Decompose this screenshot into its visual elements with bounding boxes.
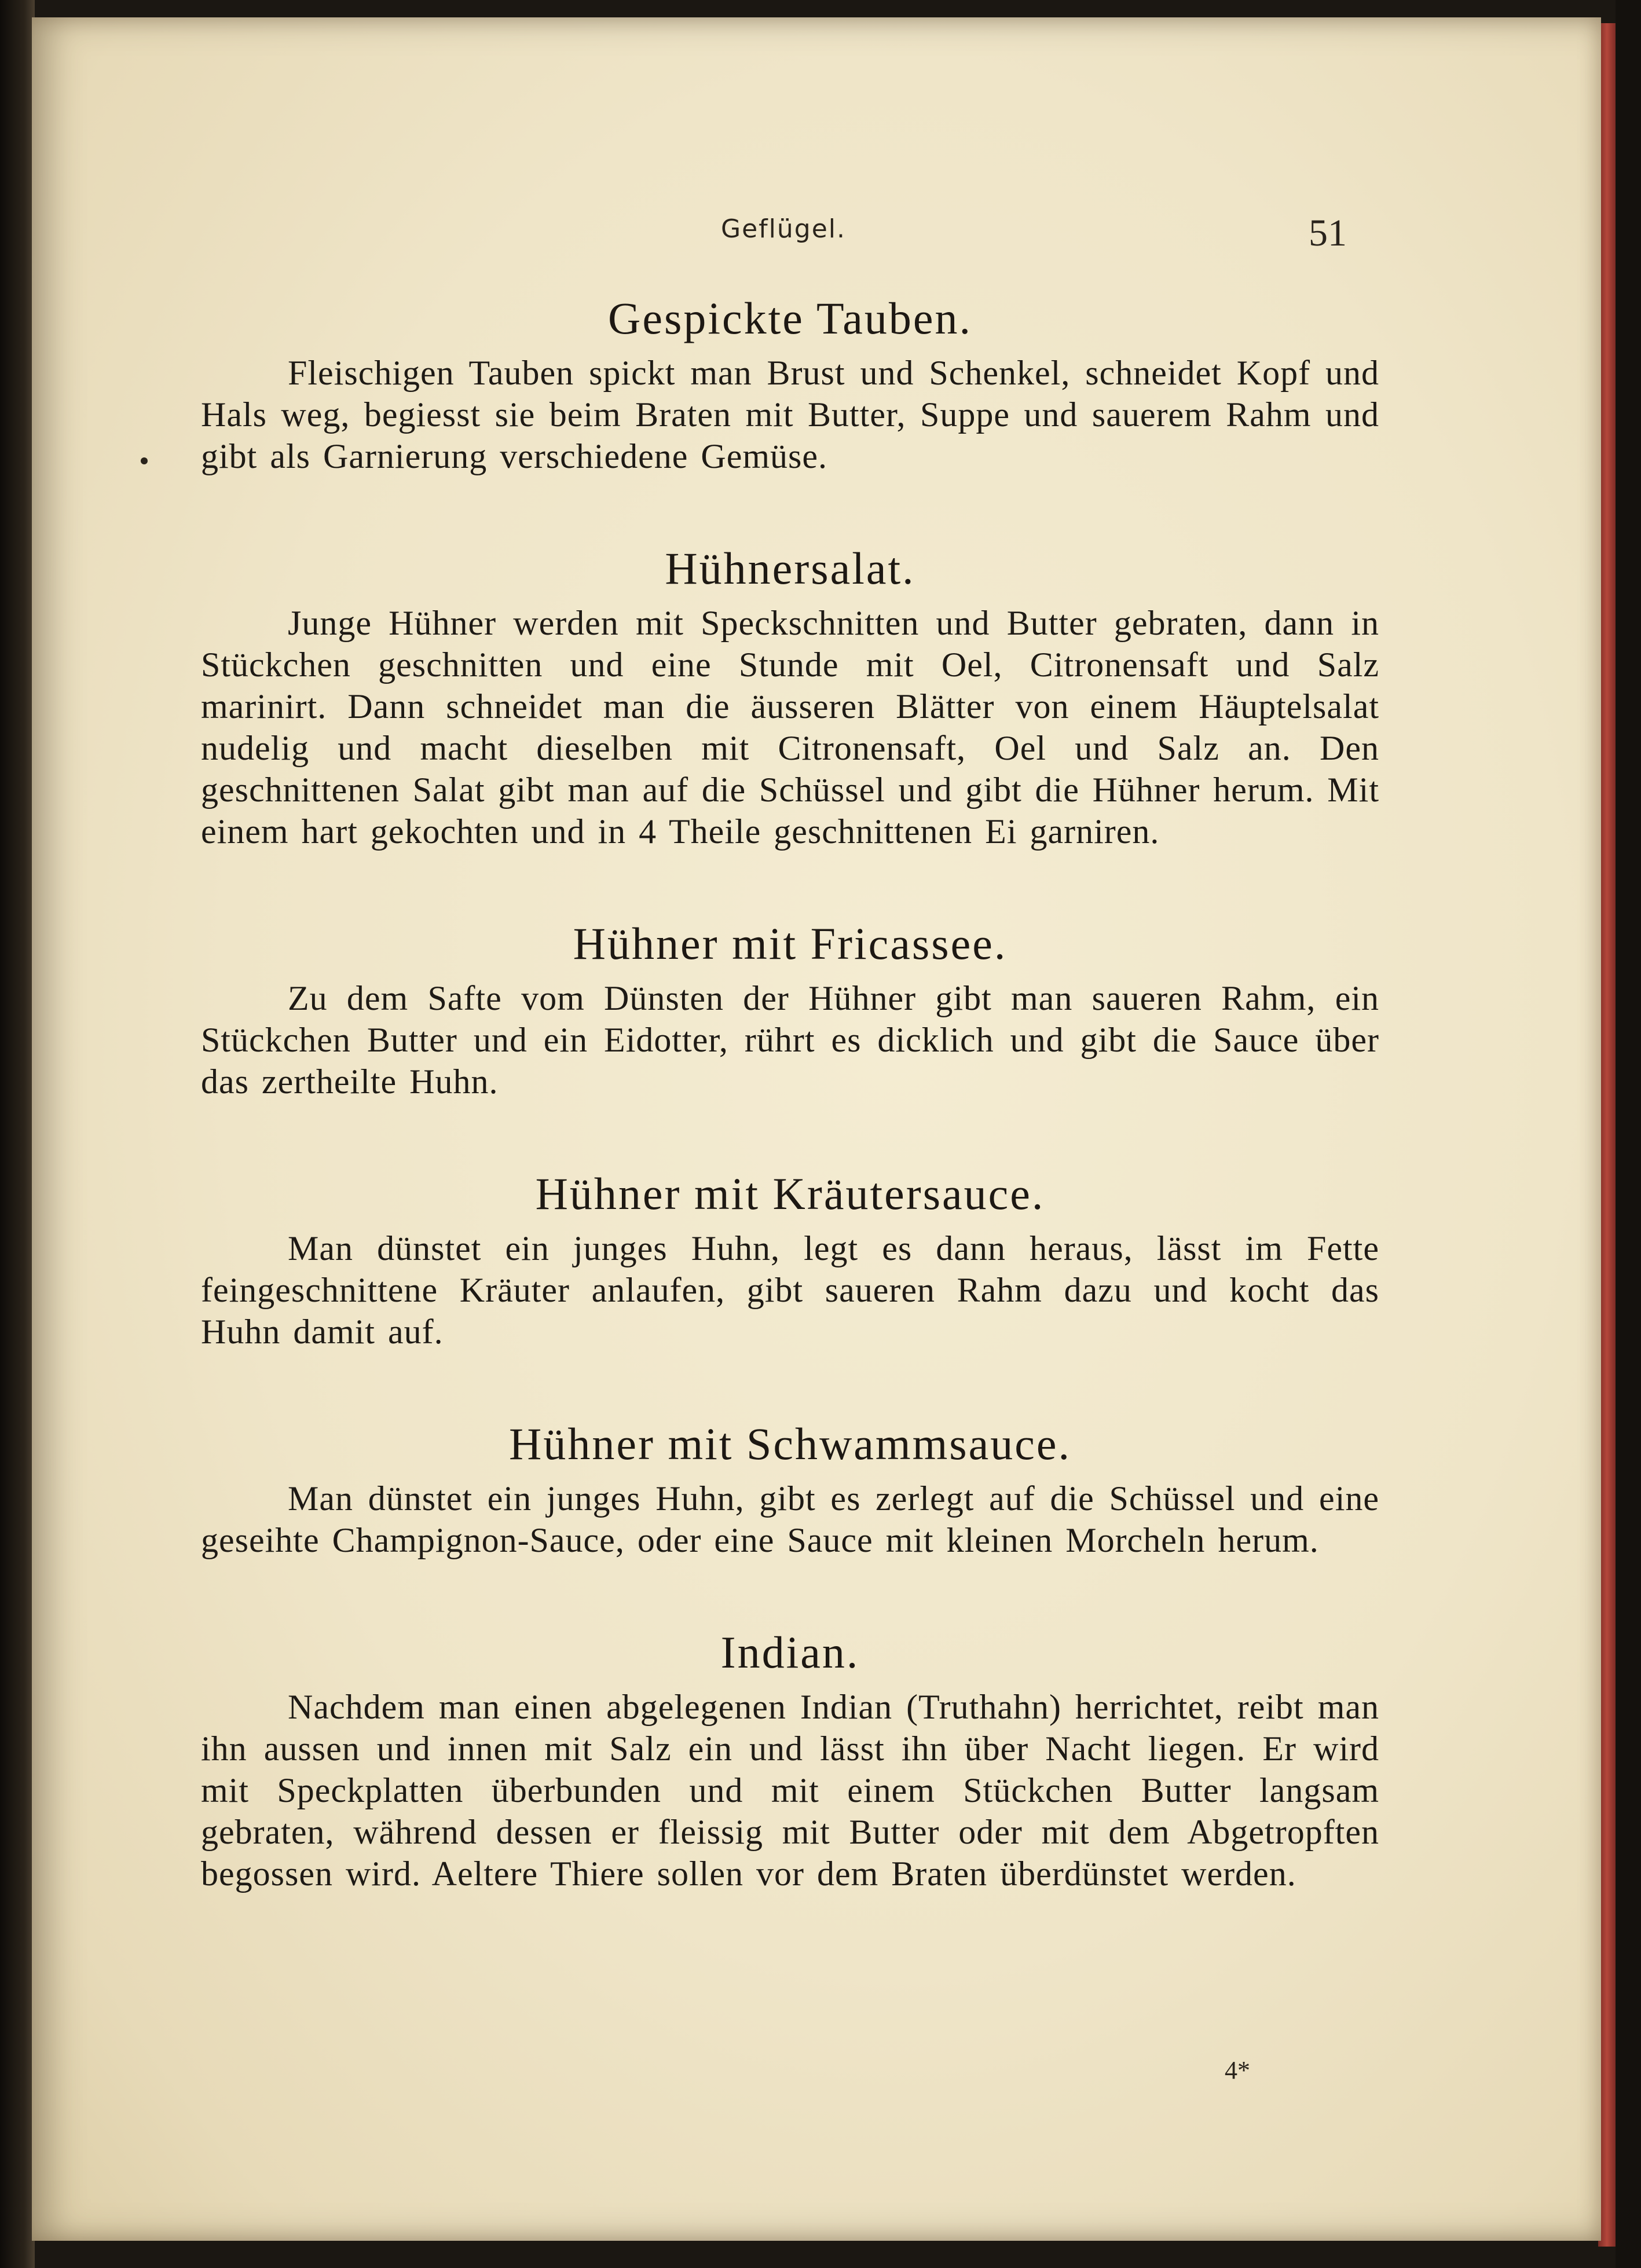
recipe-text: Junge Hühner werden mit Speckschnitten und Butter gebraten, dann in Stückchen geschnitten und eine Stunde mit Oel, Citronensaft und Salz marinirt. Dann schneidet man die äusseren Blätter von einem Häuptelsalat nudelig und macht dieselben mit Citronensaft, Oel und Salz an. Den geschnittenen Salat gibt man auf die Schüssel und gibt die Hühner herum. Mit einem hart gekochten und in 4 Theile geschnittenen Ei garniren. <box>201 604 1379 851</box>
book-spine-edge <box>0 0 35 2268</box>
background-edge <box>1616 0 1641 2268</box>
recipe-huehner-schwammsauce <box>201 1415 1379 1561</box>
recipe-title: Gespickte Tauben. <box>608 293 972 343</box>
recipe-text: Man dünstet ein junges Huhn, gibt es zerlegt auf die Schüssel und eine geseihte Champignon-Sauce, oder eine Sauce mit kleinen Morcheln herum. <box>201 1479 1379 1559</box>
recipe-indian <box>201 1624 1379 1895</box>
ink-dot-mark <box>141 457 148 464</box>
recipe-title: Hühner mit Schwammsauce. <box>509 1419 1071 1469</box>
recipe-text: Zu dem Safte vom Dünsten der Hühner gibt man saueren Rahm, ein Stückchen Butter und ein Eidotter, rührt es dicklich und gibt die Sauce über das zertheilte Huhn. <box>201 979 1379 1101</box>
signature-mark: 4* <box>1225 2056 1250 2084</box>
page-number: 51 <box>1309 212 1347 254</box>
page-content <box>201 290 1379 1957</box>
book-page <box>32 17 1601 2241</box>
recipe-gespickte-tauben <box>201 290 1379 477</box>
recipe-title: Hühner mit Kräutersauce. <box>535 1168 1045 1219</box>
recipe-title: Hühnersalat. <box>665 543 915 593</box>
running-head: Geflügel. <box>721 214 846 244</box>
recipe-title: Hühner mit Fricassee. <box>573 918 1008 969</box>
recipe-text: Nachdem man einen abgelegenen Indian (Truthahn) herrichtet, reibt man ihn aussen und innen mit Salz ein und lässt ihn über Nacht liegen. Er wird mit Speckplatten überbunden und mit einem Stückchen Butter langsam gebraten, während dessen er fleissig mit Butter oder mit dem Abgetropften begossen wird. Aeltere Thiere sollen vor dem Braten überdünstet werden. <box>201 1688 1379 1893</box>
recipe-huehner-fricassee <box>201 915 1379 1102</box>
recipe-title: Indian. <box>720 1627 860 1677</box>
recipe-huehnersalat <box>201 540 1379 852</box>
recipe-text: Fleischigen Tauben spickt man Brust und Schenkel, schneidet Kopf und Hals weg, begiesst sie beim Braten mit Butter, Suppe und sauerem Rahm und gibt als Garnierung verschiedene Gemüse. <box>201 354 1379 475</box>
recipe-huehner-kraeutersauce <box>201 1165 1379 1353</box>
recipe-text: Man dünstet ein junges Huhn, legt es dann heraus, lässt im Fette feingeschnittene Kräuter anlaufen, gibt saueren Rahm dazu und kocht das Huhn damit auf. <box>201 1229 1379 1351</box>
